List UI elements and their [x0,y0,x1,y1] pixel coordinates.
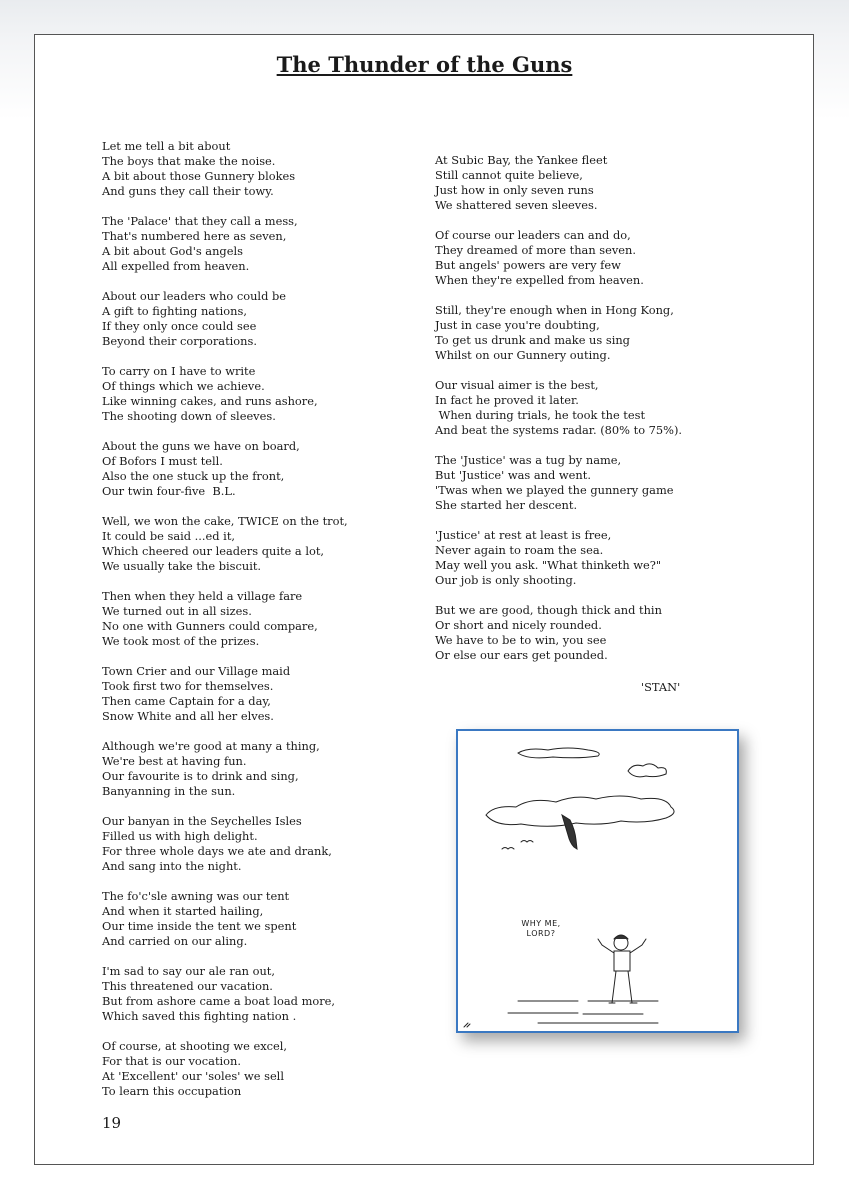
poem-line: May well you ask. "What thinketh we?" [435,558,662,572]
poem-title: The Thunder of the Guns [276,52,573,77]
author-signature: 'STAN' [641,680,681,694]
poem-line: We have to be to win, you see [435,633,607,647]
poem-line: The 'Palace' that they call a mess, [102,214,298,228]
poem-line: The boys that make the noise. [102,154,276,168]
bird-icon [521,841,533,843]
poem-line: The fo'c'sle awning was our tent [102,889,290,903]
poem-stanza [435,153,765,213]
poem-line: No one with Gunners could compare, [102,619,318,633]
cloud-right [628,764,666,777]
poem-line: She started her descent. [435,498,578,512]
cloud-small [518,748,599,758]
poem-line: The 'Justice' was a tug by name, [435,453,622,467]
poem-line: Took first two for themselves. [102,679,274,693]
poem-line: Just how in only seven runs [435,183,594,197]
poem-line: When during trials, he took the test [435,408,646,422]
poem-line: And when it started hailing, [102,904,264,918]
poem-line: This threatened our vacation. [102,979,273,993]
poem-line: But we are good, though thick and thin [435,603,662,617]
poem-line: Of course, at shooting we excel, [102,1039,288,1053]
poem-line: Town Crier and our Village maid [102,664,291,678]
poem-line: For three whole days we ate and drank, [102,844,332,858]
poem-line: Or else our ears get pounded. [435,648,608,662]
caption-line: LORD? [526,929,556,938]
poem-line: And carried on our aling. [102,934,248,948]
poem-line: And sang into the night. [102,859,242,873]
poem-stanza [435,228,765,288]
poem-line: Never again to roam the sea. [435,543,604,557]
poem-stanza [102,514,422,574]
poem-line: Our visual aimer is the best, [435,378,599,392]
cloud-large [486,796,674,826]
poem-line: Although we're good at many a thing, [102,739,320,753]
poem-line: Of things which we achieve. [102,379,265,393]
poem-stanza [435,378,765,438]
poem-line: Filled us with high delight. [102,829,258,843]
poem-line: If they only once could see [102,319,257,333]
poem-line: Beyond their corporations. [102,334,257,348]
poem-line: Our banyan in the Seychelles Isles [102,814,302,828]
poem-line: Or short and nicely rounded. [435,618,602,632]
poem-stanza [102,214,422,274]
poem-stanza [102,964,422,1024]
poem-line: To learn this occupation [102,1084,242,1098]
poem-line: Also the one stuck up the front, [102,469,285,483]
page-number: 19 [102,1114,122,1132]
poem-right-column [435,153,765,678]
poem-stanza [102,139,422,199]
poem-line: In fact he proved it later. [435,393,579,407]
poem-stanza [102,1039,422,1099]
poem-line: When they're expelled from heaven. [435,273,644,287]
poem-stanza [435,528,765,588]
poem-line: About the guns we have on board, [102,439,300,453]
poem-stanza [102,814,422,874]
poem-line: Our favourite is to drink and sing, [102,769,299,783]
poem-line: To get us drunk and make us sing [435,333,630,347]
poem-line: At Subic Bay, the Yankee fleet [435,153,608,167]
poem-line: And guns they call their towy. [102,184,274,198]
ground-lines [508,1001,658,1023]
poem-line: We took most of the prizes. [102,634,260,648]
poem-line: We usually take the biscuit. [102,559,262,573]
poem-line: I'm sad to say our ale ran out, [102,964,275,978]
poem-line: Our time inside the tent we spent [102,919,297,933]
cartoon-drawing [458,731,737,1031]
poem-line: And beat the systems radar. (80% to 75%). [435,423,683,437]
figure-body [614,951,630,971]
poem-line: We're best at having fun. [102,754,247,768]
poem-stanza [102,889,422,949]
poem-stanza [102,664,422,724]
poem-line: Still cannot quite believe, [435,168,583,182]
poem-line: Our twin four-five B.L. [102,484,236,498]
poem-stanza [102,589,422,649]
poem-stanza [102,289,422,349]
poem-line: Then came Captain for a day, [102,694,271,708]
poem-line: But from ashore came a boat load more, [102,994,336,1008]
poem-line: About our leaders who could be [102,289,287,303]
poem-line: For that is our vocation. [102,1054,241,1068]
cartoon-caption [516,919,566,939]
caption-line: WHY ME, [521,919,561,928]
poem-stanza [435,603,765,663]
poem-line: It could be said ...ed it, [102,529,236,543]
poem-line: At 'Excellent' our 'soles' we sell [102,1069,284,1083]
poem-line: Just in case you're doubting, [435,318,600,332]
poem-line: They dreamed of more than seven. [435,243,636,257]
poem-line: Of Bofors I must tell. [102,454,223,468]
poem-line: A bit about those Gunnery blokes [102,169,296,183]
poem-line: Well, we won the cake, TWICE on the trot, [102,514,348,528]
poem-line: All expelled from heaven. [102,259,250,273]
poem-line: To carry on I have to write [102,364,256,378]
poem-line: We turned out in all sizes. [102,604,252,618]
cartoon-illustration [456,729,739,1033]
poem-line: Snow White and all her elves. [102,709,274,723]
poem-line: A gift to fighting nations, [102,304,247,318]
bird-icon [502,848,514,850]
poem-line: A bit about God's angels [102,244,243,258]
poem-left-column [102,139,422,1114]
poem-stanza [102,364,422,424]
poem-stanza [102,739,422,799]
poem-line: Then when they held a village fare [102,589,303,603]
poem-stanza [102,439,422,499]
poem-line: But angels' powers are very few [435,258,621,272]
poem-line: 'Justice' at rest at least is free, [435,528,612,542]
poem-stanza [435,453,765,513]
poem-line: Like winning cakes, and runs ashore, [102,394,318,408]
poem-line: We shattered seven sleeves. [435,198,598,212]
poem-line: Banyanning in the sun. [102,784,236,798]
poem-line: Which cheered our leaders quite a lot, [102,544,325,558]
poem-line: Still, they're enough when in Hong Kong, [435,303,674,317]
poem-line: Which saved this fighting nation . [102,1009,297,1023]
pointing-hand [562,815,577,849]
poem-line: Our job is only shooting. [435,573,577,587]
poem-line: Of course our leaders can and do, [435,228,631,242]
poem-line: That's numbered here as seven, [102,229,287,243]
poem-line: But 'Justice' was and went. [435,468,591,482]
figure-legs [609,971,637,1003]
poem-line: 'Twas when we played the gunnery game [435,483,674,497]
poem-line: Let me tell a bit about [102,139,231,153]
poem-stanza [435,303,765,363]
poem-line: Whilst on our Gunnery outing. [435,348,611,362]
poem-line: The shooting down of sleeves. [102,409,276,423]
